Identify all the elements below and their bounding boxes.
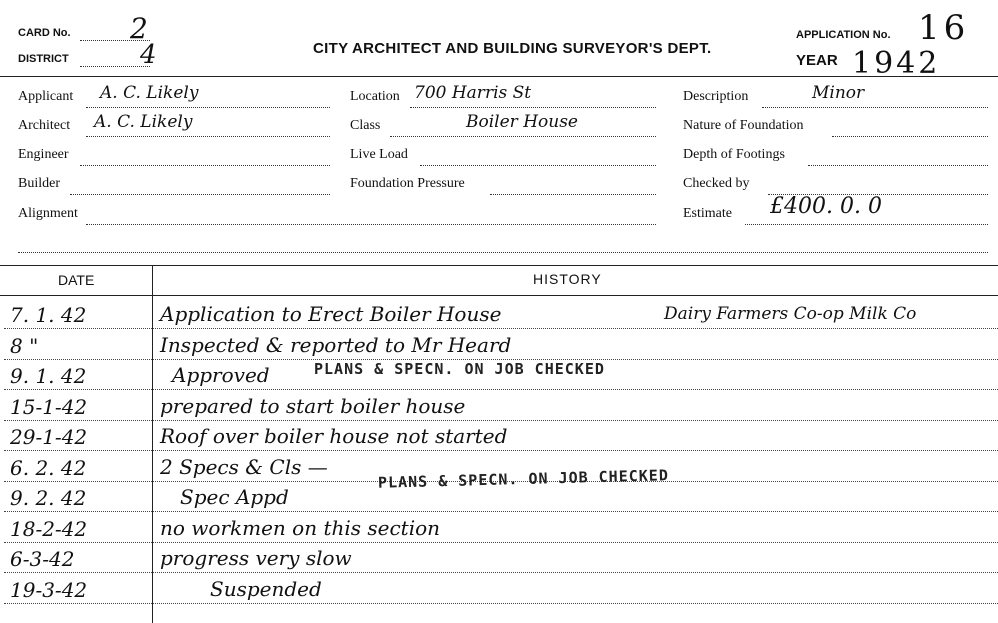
description-label: Description [683,89,749,104]
history-entry: Approved [172,363,270,387]
alignment-label: Alignment [18,206,78,221]
history-date: 18-2-42 [10,516,88,541]
history-row-rule [4,389,998,390]
history-header-divider [0,295,998,296]
history-entry: 2 Specs & Cls — [160,454,328,479]
district-label: DISTRICT [18,53,69,65]
history-entry: no workmen on this section [160,515,441,540]
history-date: 7. 1. 42 [10,303,87,327]
history-row-rule [4,511,998,512]
live-load-line [420,165,656,166]
card-no-value: 2 [130,12,148,45]
district-value: 4 [140,40,157,70]
location-label: Location [350,89,400,104]
history-date: 19-3-42 [10,577,88,602]
history-date: 15-1-42 [10,394,88,419]
history-entry: Inspected & reported to Mr Heard [160,332,512,357]
location-value: 700 Harris St [414,83,532,103]
checked-by-label: Checked by [683,176,750,191]
history-date: 6. 2. 42 [10,455,87,480]
date-column-header: DATE [58,272,95,288]
history-row-rule [4,328,998,329]
department-title: CITY ARCHITECT AND BUILDING SURVEYOR'S DEPT. [313,40,712,57]
location-line [410,107,656,108]
foundation-pressure-line [490,194,656,195]
history-row-rule [4,572,998,573]
nature-of-foundation-line [832,136,988,137]
foundation-pressure-label: Foundation Pressure [350,176,465,191]
architect-value: A. C. Likely [94,112,193,132]
architect-line [86,136,330,137]
applicant-value: A. C. Likely [100,83,199,103]
plans-checked-stamp: PLANS & SPECN. ON JOB CHECKED [314,360,605,378]
description-value: Minor [812,83,865,103]
class-line [390,136,656,137]
history-entry-note: Dairy Farmers Co-op Milk Co [664,304,917,324]
description-line [762,107,988,108]
history-date: 9. 2. 42 [10,486,87,510]
history-date: 29-1-42 [10,425,88,449]
history-column-header: HISTORY [533,271,602,287]
history-row-rule [4,603,998,604]
history-row-rule [4,450,998,451]
history-entry: Suspended [210,576,322,601]
history-entry: Application to Erect Boiler House [160,302,502,326]
history-entry: progress very slow [160,546,352,570]
history-row-rule [4,542,998,543]
application-no-label: APPLICATION No. [796,29,891,41]
estimate-line [745,224,988,225]
nature-of-foundation-label: Nature of Foundation [683,118,804,133]
applicant-label: Applicant [18,89,74,104]
year-value: 1942 [852,46,941,81]
date-column-divider [152,265,153,623]
alignment-line [86,224,656,225]
estimate-label: Estimate [683,206,732,221]
header-divider [0,76,998,77]
history-date: 9. 1. 42 [10,364,87,388]
builder-label: Builder [18,176,60,191]
live-load-label: Live Load [350,147,408,162]
application-no-value: 16 [918,8,970,48]
history-top-divider [0,265,998,266]
engineer-label: Engineer [18,147,69,162]
blank-line [18,252,988,253]
history-date: 6-3-42 [10,547,75,571]
depth-of-footings-line [808,165,988,166]
year-label: YEAR [796,52,838,69]
builder-line [70,194,330,195]
plans-checked-stamp: PLANS & SPECN. ON JOB CHECKED [377,466,670,492]
engineer-line [80,165,330,166]
depth-of-footings-label: Depth of Footings [683,147,785,162]
architect-label: Architect [18,118,71,133]
history-entry: Spec Appd [180,485,289,509]
history-entry: Roof over boiler house not started [160,424,508,448]
history-row-rule [4,420,998,421]
class-value: Boiler House [466,112,578,132]
class-label: Class [350,118,381,133]
history-entry: prepared to start boiler house [160,393,466,418]
history-date: 8 " [10,333,39,358]
applicant-line [86,107,330,108]
card-no-label: CARD No. [18,27,71,39]
estimate-value: £400. 0. 0 [770,194,882,219]
